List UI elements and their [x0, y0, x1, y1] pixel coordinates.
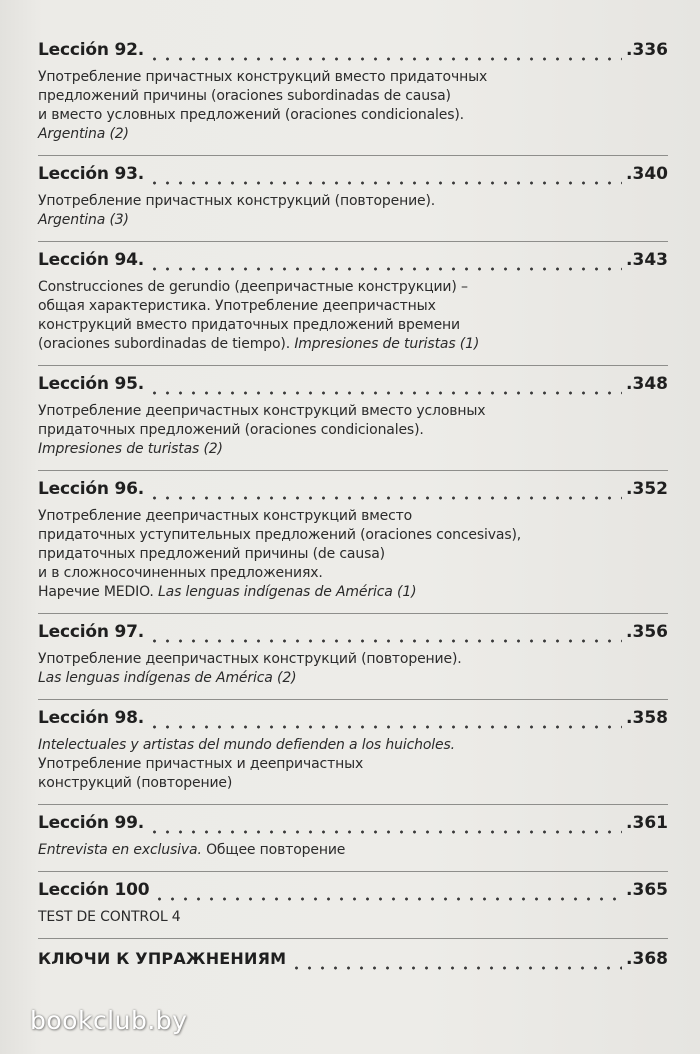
toc-entry-description-line [38, 68, 668, 87]
text-segment: Употребление деепричастных конструкций вместо условных [38, 403, 486, 419]
text-title-italic: Impresiones de turistas (1) [294, 336, 480, 352]
text-segment: придаточных предложений причины (de causa) [38, 546, 385, 562]
text-title-italic: Las lenguas indígenas de América (1) [157, 584, 417, 600]
toc-entry-description-line [38, 908, 668, 927]
toc-entry-description-line [38, 87, 668, 106]
page-number-value: 356 [632, 622, 668, 642]
toc-entry-title: Lección 98. [38, 708, 144, 728]
toc-entry-head [38, 949, 668, 977]
toc-page-number: .361 [626, 813, 668, 833]
text-title-italic: Las lenguas indígenas de América (2) [38, 670, 297, 686]
toc-entry [38, 708, 668, 805]
toc-entry-description-line [38, 507, 668, 526]
toc-entry-title: Lección 92. [38, 40, 144, 60]
toc-page-number: .356 [626, 622, 668, 642]
toc-entry [38, 880, 668, 939]
toc-entry-head [38, 250, 668, 278]
text-segment: общая характеристика. Употребление деепричастных [38, 298, 436, 314]
text-segment: TEST DE CONTROL 4 [38, 909, 181, 925]
text-segment: (oraciones subordinadas de tiempo). [38, 336, 295, 352]
toc-entry-description-line [38, 526, 668, 545]
toc-entry-description-line [38, 774, 668, 793]
toc-entry-head [38, 164, 668, 192]
page-number-value: 361 [632, 813, 668, 833]
text-segment: конструкций вместо придаточных предложений времени [38, 317, 461, 333]
toc-entry-description-line [38, 564, 668, 583]
text-segment: Общее повторение [201, 842, 346, 858]
text-title-italic: Argentina (3) [38, 212, 129, 228]
text-title-italic: Entrevista en exclusiva. [38, 842, 202, 858]
text-segment: Употребление причастных конструкций (повторение). [38, 193, 436, 209]
toc-entry-description-line [38, 402, 668, 421]
toc-entry-description-line [38, 736, 668, 755]
toc-page-number: .368 [626, 949, 668, 969]
toc-entry-description-line [38, 841, 668, 860]
toc-entry-head [38, 622, 668, 650]
toc-entry-description-line [38, 278, 668, 297]
page-number-value: 340 [632, 164, 668, 184]
toc-entry-head [38, 479, 668, 507]
text-segment: Употребление причастных конструкций вместо придаточных [38, 69, 488, 85]
text-segment: конструкций (повторение) [38, 775, 233, 791]
dot-leader [290, 965, 622, 971]
toc-entry-description-line [38, 650, 668, 669]
toc-page-number: .340 [626, 164, 668, 184]
toc-entry [38, 622, 668, 700]
text-segment: предложений причины (oraciones subordinadas de causa) [38, 88, 451, 104]
page-number-value: 358 [632, 708, 668, 728]
toc-entry [38, 250, 668, 366]
page-number-value: 352 [632, 479, 668, 499]
text-segment: придаточных уступительных предложений (oraciones concesivas), [38, 527, 522, 543]
dot-leader [148, 180, 622, 186]
toc-entry-description-line [38, 440, 668, 459]
toc-entry-description-line [38, 421, 668, 440]
page-number-value: 365 [632, 880, 668, 900]
toc-entry [38, 813, 668, 872]
text-title-italic: Impresiones de turistas (2) [38, 441, 223, 457]
toc-entry-description-line [38, 545, 668, 564]
text-segment: и вместо условных предложений (oraciones condicionales). [38, 107, 464, 123]
table-of-contents [38, 40, 668, 996]
page-number-value: 343 [632, 250, 668, 270]
toc-page-number: .336 [626, 40, 668, 60]
toc-entry-description-line [38, 106, 668, 125]
page-number-value: 368 [632, 949, 668, 969]
toc-entry-description-line [38, 297, 668, 316]
toc-entry-title: Lección 100 [38, 880, 150, 900]
toc-entry-title: Lección 95. [38, 374, 144, 394]
dot-leader [148, 390, 622, 396]
toc-entry-head [38, 880, 668, 908]
dot-leader [148, 829, 622, 835]
toc-entry-description-line [38, 755, 668, 774]
toc-entry [38, 479, 668, 614]
toc-entry-title: Lección 94. [38, 250, 144, 270]
text-segment: Употребление причастных и деепричастных [38, 756, 364, 772]
toc-page-number: .343 [626, 250, 668, 270]
toc-entry-head [38, 813, 668, 841]
dot-leader [148, 724, 622, 730]
text-segment: Наречие MEDIO. [38, 584, 158, 600]
dot-leader [148, 495, 622, 501]
toc-entry-description-line [38, 125, 668, 144]
toc-entry-title: Lección 96. [38, 479, 144, 499]
text-segment: придаточных предложений (oraciones condicionales). [38, 422, 424, 438]
toc-page-number: .352 [626, 479, 668, 499]
text-segment: Construcciones de gerundio (деепричастные конструкции) – [38, 279, 468, 295]
toc-entry-title: Lección 97. [38, 622, 144, 642]
toc-page-number: .348 [626, 374, 668, 394]
toc-entry-answer-keys [38, 949, 668, 988]
toc-entry-head [38, 708, 668, 736]
toc-page-number: .358 [626, 708, 668, 728]
toc-entry-description-line [38, 669, 668, 688]
toc-entry-description-line [38, 316, 668, 335]
toc-entry [38, 164, 668, 242]
text-segment: Употребление деепричастных конструкций вместо [38, 508, 413, 524]
dot-leader [148, 266, 622, 272]
toc-entry-head [38, 40, 668, 68]
dot-leader [148, 638, 622, 644]
toc-entry [38, 374, 668, 471]
watermark: bookclub.by [30, 1006, 188, 1035]
page-number-value: 336 [632, 40, 668, 60]
toc-entry-description-line [38, 583, 668, 602]
text-segment: Употребление деепричастных конструкций (повторение). [38, 651, 462, 667]
toc-entry [38, 40, 668, 156]
toc-entry-description-line [38, 335, 668, 354]
text-segment: и в сложносочиненных предложениях. [38, 565, 323, 581]
page-number-value: 348 [632, 374, 668, 394]
toc-entry-title: КЛЮЧИ К УПРАЖНЕНИЯМ [38, 949, 287, 968]
toc-entry-title: Lección 99. [38, 813, 144, 833]
text-title-italic: Argentina (2) [38, 126, 129, 142]
toc-entry-description-line [38, 192, 668, 211]
dot-leader [153, 896, 622, 902]
dot-leader [148, 56, 622, 62]
toc-entry-description-line [38, 211, 668, 230]
text-title-italic: Intelectuales y artistas del mundo defienden a los huicholes. [38, 737, 455, 753]
toc-entry-title: Lección 93. [38, 164, 144, 184]
toc-entry-head [38, 374, 668, 402]
toc-page-number: .365 [626, 880, 668, 900]
